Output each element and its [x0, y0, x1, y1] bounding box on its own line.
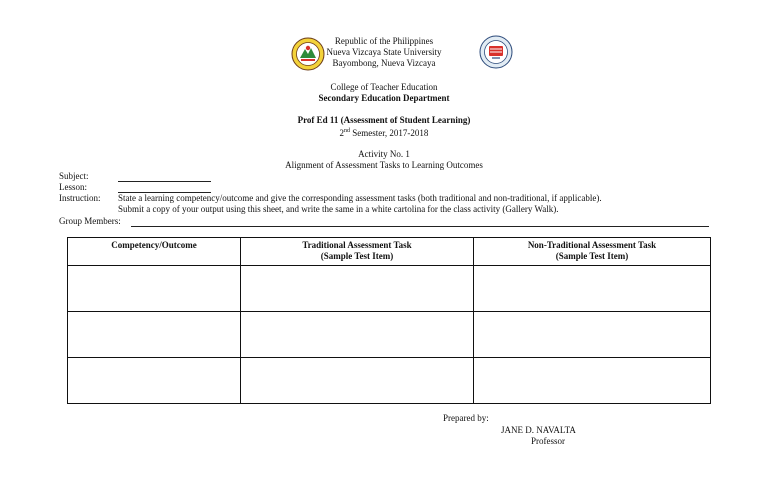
instruction-line-1: State a learning competency/outcome and give the corresponding assessment tasks (both traditional and non-traditional, if applicable).: [118, 193, 602, 203]
course-title: Prof Ed 11 (Assessment of Student Learning): [297, 115, 471, 125]
preparer-title: Professor: [531, 436, 565, 446]
competency-cell[interactable]: [68, 312, 241, 358]
university-location: Bayombong, Nueva Vizcaya: [332, 58, 436, 68]
alignment-table: [67, 237, 711, 404]
traditional-task-cell[interactable]: [241, 312, 474, 358]
column-header-non-traditional: Non-Traditional Assessment Task (Sample Test Item): [474, 238, 711, 266]
lesson-label: Lesson:: [59, 182, 87, 192]
competency-cell[interactable]: [68, 358, 241, 404]
table-row: [68, 358, 711, 404]
non-traditional-task-cell[interactable]: [474, 266, 711, 312]
preparer-name: JANE D. NAVALTA: [501, 425, 576, 435]
traditional-task-cell[interactable]: [241, 358, 474, 404]
college-name: College of Teacher Education: [330, 82, 438, 92]
group-members-blank[interactable]: [131, 226, 709, 227]
table-header-row: [68, 238, 711, 266]
non-traditional-task-cell[interactable]: [474, 312, 711, 358]
subject-label: Subject:: [59, 171, 89, 181]
column-header-competency: Competency/Outcome: [68, 238, 241, 266]
activity-title: Alignment of Assessment Tasks to Learning Outcomes: [285, 160, 483, 170]
semester-line: 2nd Semester, 2017-2018: [339, 128, 429, 138]
instruction-label: Instruction:: [59, 193, 101, 203]
republic-line: Republic of the Philippines: [334, 36, 434, 46]
prepared-by-label: Prepared by:: [443, 413, 489, 423]
instruction-line-2: Submit a copy of your output using this sheet, and write the same in a white cartolina for the class activity (Gallery Walk).: [118, 204, 559, 214]
table-row: [68, 266, 711, 312]
department-name: Secondary Education Department: [318, 93, 450, 103]
table-row: [68, 312, 711, 358]
subject-blank[interactable]: [118, 181, 211, 182]
non-traditional-task-cell[interactable]: [474, 358, 711, 404]
competency-cell[interactable]: [68, 266, 241, 312]
traditional-task-cell[interactable]: [241, 266, 474, 312]
group-members-label: Group Members:: [59, 216, 121, 226]
activity-number: Activity No. 1: [358, 149, 410, 159]
university-name: Nueva Vizcaya State University: [326, 47, 442, 57]
column-header-traditional: Traditional Assessment Task (Sample Test Item): [241, 238, 474, 266]
